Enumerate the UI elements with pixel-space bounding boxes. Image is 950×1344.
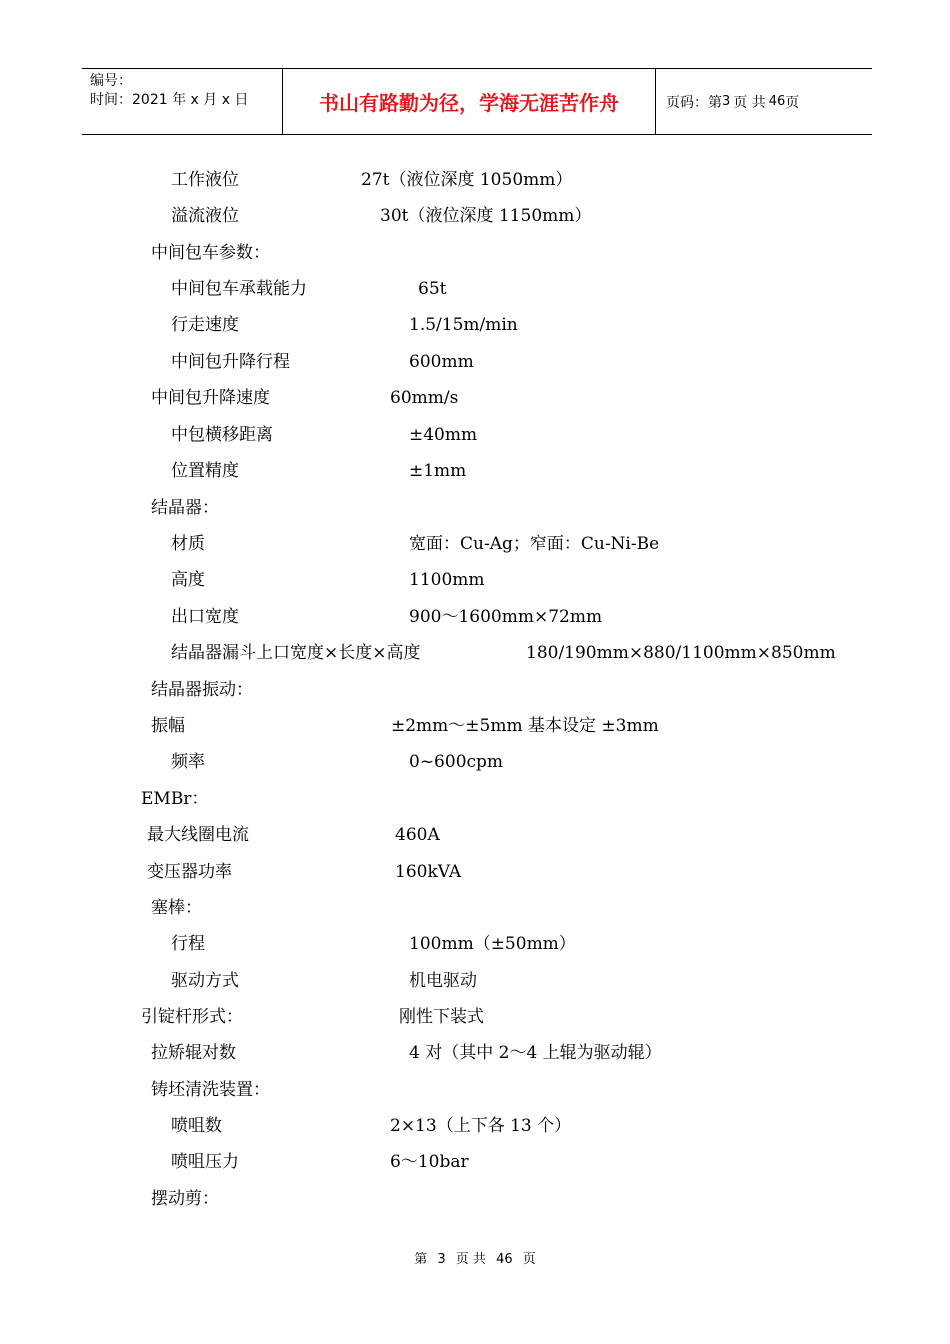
spec-value: 30t（液位深度 1150mm） [380, 206, 592, 226]
footer-total-pages: 46 [496, 1252, 513, 1267]
spec-key: 振幅 [151, 716, 185, 736]
spec-key: 结晶器振动： [151, 680, 253, 700]
spec-value: ±40mm [409, 425, 478, 445]
spec-key: 结晶器漏斗上口宽度×长度×高度 [171, 643, 421, 663]
spec-value: 2×13（上下各 13 个） [390, 1116, 572, 1136]
spec-key: 铸坯清洗装置： [151, 1080, 270, 1100]
spec-key: 中间包升降速度 [151, 388, 270, 408]
header-page-label: 页码：第 [666, 94, 722, 111]
spec-key: 塞棒： [151, 898, 202, 918]
spec-key: 频率 [171, 752, 205, 772]
spec-key: 高度 [171, 570, 205, 590]
footer-suffix: 页 [522, 1252, 536, 1267]
spec-key: 中间包车承载能力 [171, 279, 307, 299]
spec-key: 结晶器： [151, 498, 219, 518]
spec-value: 900～1600mm×72mm [409, 607, 603, 627]
spec-value: 6～10bar [390, 1152, 469, 1172]
spec-value: 180/190mm×880/1100mm×850mm [526, 643, 836, 663]
spec-value: 1100mm [409, 570, 485, 590]
spec-value: 1.5/15m/min [409, 315, 518, 335]
doc-number-label: 编号： [90, 73, 132, 89]
header-page-end: 页 [785, 94, 800, 111]
spec-key: 行程 [171, 934, 205, 954]
spec-value: 100mm（±50mm） [409, 934, 576, 954]
header-page-total: 46 [768, 94, 786, 109]
spec-key: 摆动剪： [151, 1189, 219, 1209]
spec-value: 600mm [409, 352, 474, 372]
spec-value: ±1mm [409, 461, 467, 481]
spec-key: 变压器功率 [147, 862, 232, 882]
spec-key: 中间包升降行程 [171, 352, 290, 372]
spec-key: EMBr： [141, 789, 209, 809]
header-page-mid: 页 共 [733, 94, 766, 111]
spec-key: 喷咀数 [171, 1116, 222, 1136]
spec-value: 机电驱动 [409, 971, 477, 991]
spec-value: 刚性下装式 [399, 1007, 484, 1027]
footer-page-number: 3 [437, 1252, 446, 1267]
spec-key: 驱动方式 [171, 971, 239, 991]
spec-key: 位置精度 [171, 461, 239, 481]
spec-key: 出口宽度 [171, 607, 239, 627]
document-header [82, 68, 872, 135]
spec-value: 160kVA [395, 862, 462, 882]
spec-value: 460A [395, 825, 440, 845]
spec-value: 4 对（其中 2～4 上辊为驱动辊） [409, 1043, 662, 1063]
spec-value: 65t [418, 279, 447, 299]
spec-key: 材质 [171, 534, 205, 554]
spec-key: 行走速度 [171, 315, 239, 335]
footer-prefix: 第 [414, 1252, 428, 1267]
spec-key: 中包横移距离 [171, 425, 273, 445]
page-footer [0, 1248, 950, 1267]
spec-value: 宽面：Cu-Ag；窄面：Cu-Ni-Be [409, 534, 660, 554]
spec-value: 60mm/s [390, 388, 459, 408]
spec-value: ±2mm～±5mm 基本设定 ±3mm [391, 716, 659, 736]
spec-value: 27t（液位深度 1050mm） [361, 170, 573, 190]
spec-key: 溢流液位 [171, 206, 239, 226]
footer-mid: 页 共 [455, 1252, 486, 1267]
spec-key: 引锭杆形式： [141, 1007, 243, 1027]
header-page-info [656, 69, 872, 134]
spec-value: 0~600cpm [409, 752, 504, 772]
spec-key: 最大线圈电流 [147, 825, 249, 845]
spec-key: 中间包车参数： [151, 243, 270, 263]
doc-time-label: 时间：2021 年 x 月 x 日 [90, 92, 249, 108]
header-page-number: 3 [722, 94, 731, 109]
header-motto: 书山有路勤为径，学海无涯苦作舟 [283, 69, 656, 134]
header-info-cell [82, 69, 283, 134]
spec-key: 拉矫辊对数 [151, 1043, 236, 1063]
spec-key: 工作液位 [171, 170, 239, 190]
spec-key: 喷咀压力 [171, 1152, 239, 1172]
